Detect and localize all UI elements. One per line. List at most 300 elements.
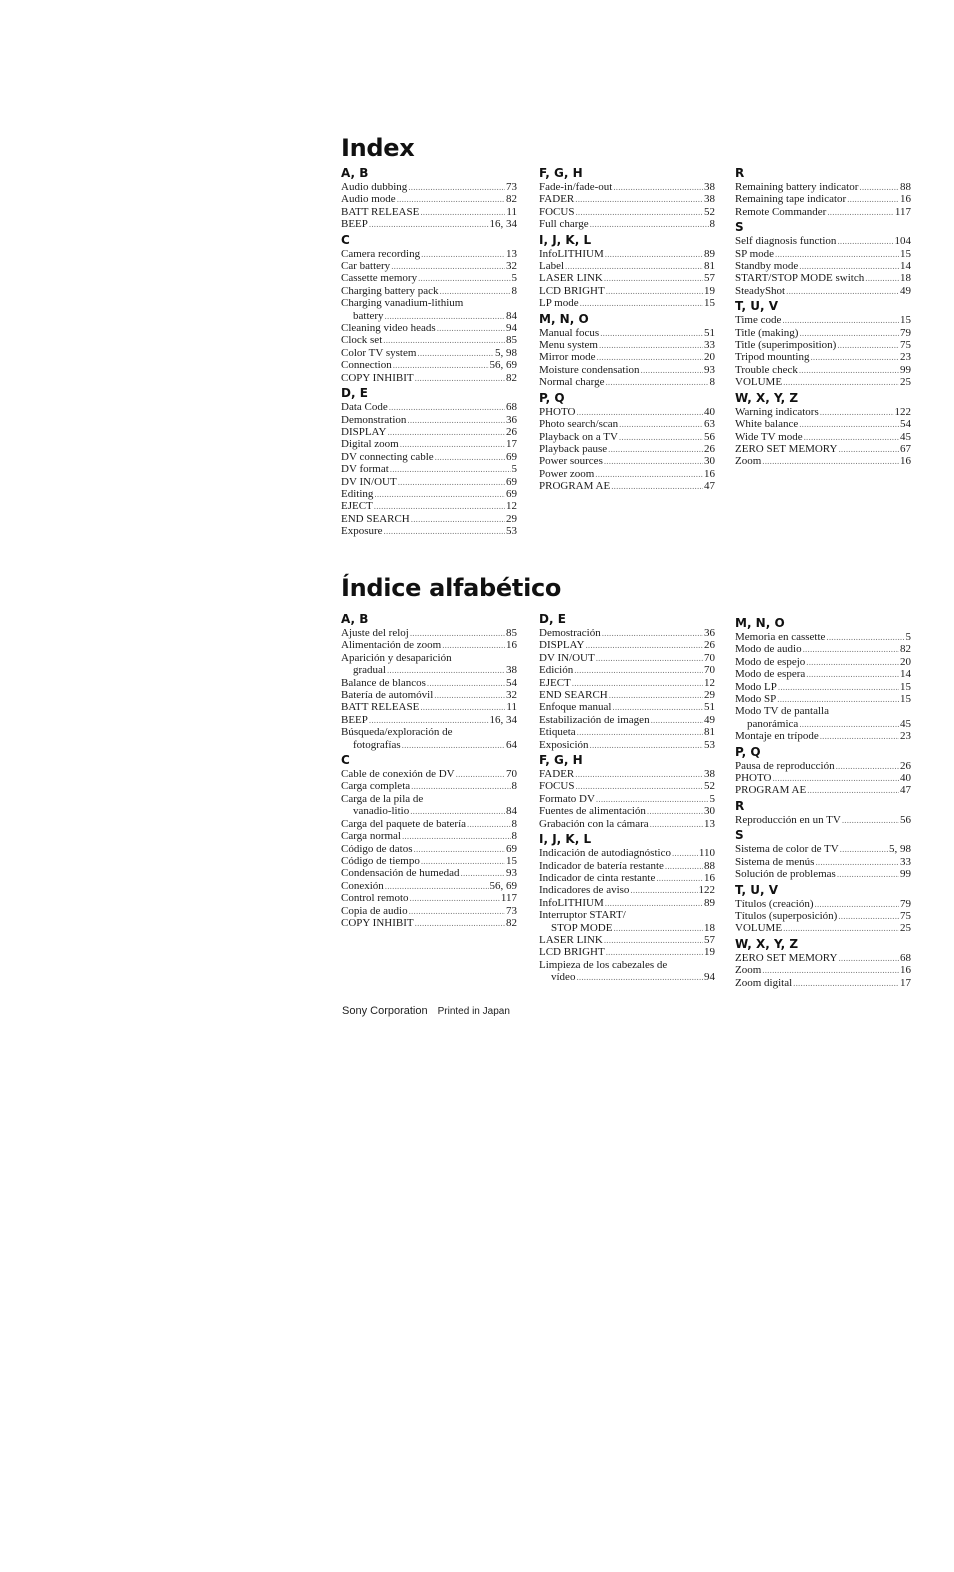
entry-page: 94 — [506, 322, 517, 335]
leader-dots — [630, 884, 697, 896]
entry-term: Full charge — [539, 218, 589, 231]
entry-page: 15 — [900, 247, 911, 260]
leader-dots — [762, 964, 899, 976]
leader-dots — [369, 714, 489, 726]
entry-page: 18 — [704, 921, 715, 934]
leader-dots — [806, 656, 899, 668]
entry-term: Playback on a TV — [539, 430, 618, 443]
entry-page: 13 — [704, 817, 715, 830]
entry-page: 25 — [900, 376, 911, 389]
section-heading: D, E — [539, 612, 566, 626]
entry-page: 56 — [704, 430, 715, 443]
entry-term: BATT RELEASE — [341, 205, 420, 218]
entry-term: Mirror mode — [539, 351, 596, 364]
index-entry — [539, 689, 715, 701]
leader-dots — [580, 297, 703, 309]
leader-dots — [393, 359, 489, 371]
leader-dots — [575, 780, 703, 792]
index-entry — [735, 314, 911, 326]
entry-term: VOLUME — [735, 376, 783, 389]
index-entry — [341, 701, 517, 713]
leader-dots — [786, 285, 899, 297]
entry-page: 51 — [704, 701, 715, 714]
entry-term: LASER LINK — [539, 272, 603, 285]
index-entry — [735, 730, 911, 742]
index-entry — [539, 793, 715, 805]
index-entry — [539, 480, 715, 492]
entry-term: Código de tiempo — [341, 854, 420, 867]
index-title: Index — [341, 134, 415, 162]
index-entry — [341, 248, 517, 260]
leader-dots — [597, 351, 703, 363]
entry-term: PROGRAM AE — [735, 784, 807, 797]
index-entry — [341, 322, 517, 334]
index-entry — [735, 235, 911, 247]
entry-term: Aparición y desaparición — [341, 651, 452, 664]
leader-dots — [596, 652, 703, 664]
leader-dots — [782, 314, 899, 326]
index-entry — [735, 339, 911, 351]
entry-term: Self diagnosis function — [735, 235, 837, 248]
index-entry — [341, 867, 517, 879]
leader-dots — [651, 714, 703, 726]
entry-term: Menu system — [539, 339, 598, 352]
leader-dots — [762, 455, 899, 467]
entry-page: 32 — [506, 260, 517, 273]
entry-term: Búsqueda/exploración de — [341, 726, 453, 739]
leader-dots — [565, 260, 703, 272]
entry-term: Solución de problemas — [735, 868, 836, 881]
entry-page: 36 — [506, 413, 517, 426]
entry-page: 69 — [506, 450, 517, 463]
entry-term: COPY INHIBIT — [341, 916, 414, 929]
entry-page: 17 — [900, 976, 911, 989]
entry-page: 47 — [704, 480, 715, 493]
leader-dots — [410, 627, 505, 639]
index-entry — [539, 248, 715, 260]
index-entry — [735, 868, 911, 880]
entry-page: 89 — [704, 896, 715, 909]
entry-page: 12 — [704, 676, 715, 689]
index-entry — [735, 418, 911, 430]
leader-dots — [838, 952, 899, 964]
entry-term: Modo LP — [735, 680, 777, 693]
entry-page: 30 — [704, 805, 715, 818]
index-entry — [341, 818, 517, 830]
index-entry — [735, 668, 911, 680]
index-section — [735, 165, 911, 218]
entry-page: 84 — [506, 309, 517, 322]
entry-term: Conexión — [341, 879, 384, 892]
entry-page: 47 — [900, 784, 911, 797]
footer-company: Sony Corporation — [342, 1005, 428, 1017]
index-entry — [341, 627, 517, 639]
index-section — [539, 390, 715, 493]
index-entry — [735, 643, 911, 655]
entry-term: Indicadores de aviso — [539, 884, 630, 897]
entry-page: 52 — [704, 205, 715, 218]
index-entry — [341, 917, 517, 929]
entry-page: 73 — [506, 181, 517, 193]
entry-page: 15 — [506, 854, 517, 867]
index-entry — [341, 193, 517, 205]
leader-dots — [440, 285, 511, 297]
leader-dots — [865, 272, 899, 284]
entry-term: Camera recording — [341, 247, 421, 260]
index-entry — [735, 705, 911, 730]
entry-term: Títulos (superposición) — [735, 909, 838, 922]
entry-page: 56, 69 — [489, 359, 517, 372]
entry-term: Ajuste del reloj — [341, 627, 409, 639]
entry-term: Control remoto — [341, 892, 409, 905]
leader-dots — [369, 218, 489, 230]
entry-term: Código de datos — [341, 842, 413, 855]
entry-term: InfoLITHIUM — [539, 896, 604, 909]
index-entry — [539, 639, 715, 651]
entry-page: 8 — [709, 376, 715, 389]
entry-term: DV IN/OUT — [539, 651, 595, 664]
index-entry — [341, 880, 517, 892]
index-entry — [735, 952, 911, 964]
index-entry — [735, 772, 911, 784]
entry-term: Títulos (creación) — [735, 897, 814, 910]
index-entry — [539, 946, 715, 958]
section-heading: T, U, V — [735, 882, 778, 897]
index-entry — [735, 431, 911, 443]
leader-dots — [608, 443, 703, 455]
entry-term: Etiqueta — [539, 726, 576, 739]
index-entry — [341, 451, 517, 463]
entry-page: 99 — [900, 363, 911, 376]
entry-page: 40 — [704, 405, 715, 418]
leader-dots — [575, 768, 703, 780]
leader-dots — [414, 843, 506, 855]
index-entry — [539, 726, 715, 738]
entry-page: 18 — [900, 272, 911, 285]
entry-term: Cassette memory — [341, 272, 418, 285]
entry-page: 20 — [900, 655, 911, 668]
index-entry — [735, 455, 911, 467]
entry-term: White balance — [735, 418, 799, 431]
leader-dots — [590, 739, 704, 751]
index-entry — [539, 739, 715, 751]
leader-dots — [772, 772, 899, 784]
leader-dots — [806, 668, 899, 680]
section-heading: I, J, K, L — [539, 232, 592, 247]
leader-dots — [385, 310, 505, 322]
leader-dots — [803, 643, 899, 655]
leader-dots — [641, 364, 703, 376]
section-heading: S — [735, 828, 744, 843]
entry-page: 16 — [900, 193, 911, 206]
index-entry — [539, 780, 715, 792]
entry-term: Manual focus — [539, 326, 600, 339]
entry-page: 57 — [704, 272, 715, 285]
index-entry — [341, 525, 517, 537]
entry-page: 15 — [900, 693, 911, 706]
index-entry — [341, 401, 517, 413]
entry-page: 69 — [506, 487, 517, 500]
index-entry — [539, 376, 715, 388]
entry-page: 38 — [704, 181, 715, 193]
entry-term: Demonstration — [341, 413, 407, 426]
leader-dots — [837, 339, 899, 351]
section-heading: T, U, V — [735, 299, 778, 314]
entry-page: 49 — [900, 284, 911, 297]
entry-term: Limpieza de los cabezales de — [539, 958, 668, 971]
index-entry — [341, 892, 517, 904]
entry-term: DV format — [341, 463, 389, 476]
entry-term: Reproducción en un TV — [735, 813, 841, 826]
entry-term: Exposure — [341, 525, 383, 538]
index-entry — [735, 693, 911, 705]
index-section — [735, 936, 911, 989]
index-entry — [539, 959, 715, 984]
entry-page: 89 — [704, 247, 715, 260]
index-entry — [341, 463, 517, 475]
leader-dots — [605, 376, 708, 388]
index-entry — [539, 701, 715, 713]
index-entry — [341, 372, 517, 384]
leader-dots — [672, 847, 698, 859]
leader-dots — [411, 780, 510, 792]
index-entry — [539, 181, 715, 193]
entry-page: 5 — [511, 272, 517, 285]
entry-page: 19 — [704, 946, 715, 959]
entry-term: LP mode — [539, 297, 579, 310]
index-entry — [539, 193, 715, 205]
index-entry — [341, 689, 517, 701]
entry-page: 85 — [506, 334, 517, 347]
entry-term: Data Code — [341, 401, 388, 414]
leader-dots — [384, 525, 505, 537]
entry-page: 15 — [704, 297, 715, 310]
leader-dots — [391, 260, 505, 272]
entry-term: Sistema de color de TV — [735, 843, 839, 856]
entry-term: Batería de automóvil — [341, 689, 434, 702]
index-entry — [735, 898, 911, 910]
entry-page: 79 — [900, 326, 911, 339]
section-heading: A, B — [341, 166, 369, 180]
entry-term: Grabación con la cámara — [539, 817, 649, 830]
leader-dots — [374, 500, 505, 512]
index-section — [735, 615, 911, 743]
section-heading: P, Q — [735, 744, 761, 759]
index-entry — [341, 843, 517, 855]
leader-dots — [783, 376, 899, 388]
entry-term: Edición — [539, 664, 574, 677]
entry-page: 38 — [704, 768, 715, 781]
entry-page: 56 — [900, 813, 911, 826]
index-entry — [539, 455, 715, 467]
entry-term: Modo TV de pantalla — [735, 705, 829, 718]
entry-page: 54 — [506, 676, 517, 689]
entry-page: 69 — [506, 475, 517, 488]
entry-term: Alimentación de zoom — [341, 639, 442, 652]
leader-dots — [665, 860, 703, 872]
entry-page: 99 — [900, 868, 911, 881]
leader-dots — [775, 248, 899, 260]
leader-dots — [619, 418, 703, 430]
entry-term: Zoom digital — [735, 976, 793, 989]
index-entry — [735, 181, 911, 193]
leader-dots — [415, 917, 505, 929]
leader-dots — [374, 488, 505, 500]
indice-column-3 — [735, 615, 911, 990]
entry-term: Editing — [341, 487, 374, 500]
leader-dots — [613, 181, 703, 193]
index-entry — [539, 468, 715, 480]
index-entry — [735, 272, 911, 284]
leader-dots — [606, 946, 703, 958]
entry-page: 33 — [704, 339, 715, 352]
entry-page: 14 — [900, 260, 911, 273]
entry-page: 88 — [900, 181, 911, 193]
leader-dots — [656, 872, 703, 884]
leader-dots — [836, 760, 899, 772]
entry-page: 5 — [709, 792, 715, 805]
index-section — [539, 611, 715, 751]
entry-page: 51 — [704, 326, 715, 339]
leader-dots — [815, 856, 899, 868]
leader-dots — [606, 285, 703, 297]
entry-page: 26 — [704, 639, 715, 652]
index-entry — [539, 285, 715, 297]
index-entry — [539, 714, 715, 726]
entry-page: 110 — [698, 847, 715, 860]
entry-term: Car battery — [341, 260, 391, 273]
index-column-1 — [341, 165, 517, 539]
entry-page: 23 — [900, 351, 911, 364]
entry-term: Indicación de autodiagnóstico — [539, 847, 671, 860]
index-entry — [735, 656, 911, 668]
index-entry — [539, 206, 715, 218]
index-entry — [735, 364, 911, 376]
entry-page: 16 — [506, 639, 517, 652]
entry-term: Pausa de reproducción — [735, 759, 835, 772]
entry-page: 85 — [506, 627, 517, 639]
leader-dots — [778, 681, 899, 693]
leader-dots — [611, 480, 703, 492]
entry-term: BEEP — [341, 713, 368, 726]
entry-term-cont: fotografías — [353, 738, 401, 751]
entry-term: Cleaning video heads — [341, 322, 436, 335]
section-heading: I, J, K, L — [539, 832, 592, 847]
entry-term: PHOTO — [735, 772, 772, 785]
index-entry — [341, 726, 517, 751]
entry-term: Audio mode — [341, 193, 396, 206]
index-section — [735, 390, 911, 468]
index-section — [539, 831, 715, 983]
index-section — [539, 311, 715, 389]
index-entry — [341, 639, 517, 651]
entry-page: 26 — [704, 442, 715, 455]
index-section — [735, 219, 911, 297]
index-section — [735, 744, 911, 797]
index-entry — [539, 627, 715, 639]
index-entry — [735, 843, 911, 855]
entry-term: LCD BRIGHT — [539, 284, 605, 297]
index-entry — [539, 847, 715, 859]
entry-page: 73 — [506, 904, 517, 917]
entry-page: 20 — [704, 351, 715, 364]
entry-page: 26 — [506, 425, 517, 438]
leader-dots — [777, 693, 899, 705]
section-heading: R — [735, 798, 745, 813]
entry-page: 16 — [704, 467, 715, 480]
entry-term: SP mode — [735, 247, 775, 260]
entry-term: END SEARCH — [539, 689, 608, 702]
index-entry — [539, 351, 715, 363]
entry-term: Audio dubbing — [341, 181, 408, 193]
entry-term: Title (superimposition) — [735, 339, 837, 352]
leader-dots — [820, 406, 894, 418]
leader-dots — [799, 364, 899, 376]
entry-page: 8 — [511, 817, 517, 830]
section-heading: S — [735, 220, 744, 235]
section-heading: D, E — [341, 386, 368, 401]
index-entry — [539, 431, 715, 443]
leader-dots — [575, 206, 703, 218]
entry-page: 122 — [698, 884, 715, 897]
leader-dots — [596, 793, 709, 805]
entry-term: Indicador de cinta restante — [539, 871, 656, 884]
entry-term: Montaje en trípode — [735, 730, 819, 743]
entry-term: LASER LINK — [539, 933, 603, 946]
footer-printed: Printed in Japan — [437, 1006, 510, 1017]
index-entry — [539, 872, 715, 884]
index-section — [341, 385, 517, 537]
entry-term: Modo de espera — [735, 668, 806, 681]
entry-term: Sistema de menús — [735, 855, 815, 868]
leader-dots — [793, 977, 899, 989]
entry-term: Normal charge — [539, 376, 605, 389]
leader-dots — [613, 922, 703, 934]
entry-page: 8 — [511, 780, 517, 793]
entry-term: FOCUS — [539, 780, 575, 793]
index-section — [539, 232, 715, 310]
entry-page: 16 — [704, 871, 715, 884]
entry-term: Modo SP — [735, 693, 777, 706]
entry-term: Carga de la pila de — [341, 792, 424, 805]
leader-dots — [804, 431, 899, 443]
index-entry — [341, 780, 517, 792]
entry-page: 64 — [506, 738, 517, 751]
index-entry — [341, 677, 517, 689]
leader-dots — [827, 206, 894, 218]
entry-page: 8 — [709, 218, 715, 231]
leader-dots — [411, 513, 505, 525]
entry-page: 23 — [900, 730, 911, 743]
index-section — [735, 882, 911, 935]
entry-page: 11 — [506, 701, 517, 714]
entry-term: Trouble check — [735, 363, 798, 376]
entry-page: 15 — [900, 314, 911, 327]
entry-term-cont: gradual — [353, 664, 386, 677]
entry-term: Wide TV mode — [735, 430, 803, 443]
entry-term: DV IN/OUT — [341, 475, 397, 488]
entry-term: Moisture condensation — [539, 363, 640, 376]
entry-page: 70 — [506, 768, 517, 781]
index-entry — [735, 784, 911, 796]
index-entry — [539, 909, 715, 934]
index-section — [341, 611, 517, 751]
section-heading: F, G, H — [539, 753, 583, 768]
leader-dots — [397, 193, 505, 205]
entry-term-cont: battery — [353, 309, 384, 322]
entry-term: Remote Commander — [735, 205, 827, 218]
leader-dots — [595, 468, 703, 480]
